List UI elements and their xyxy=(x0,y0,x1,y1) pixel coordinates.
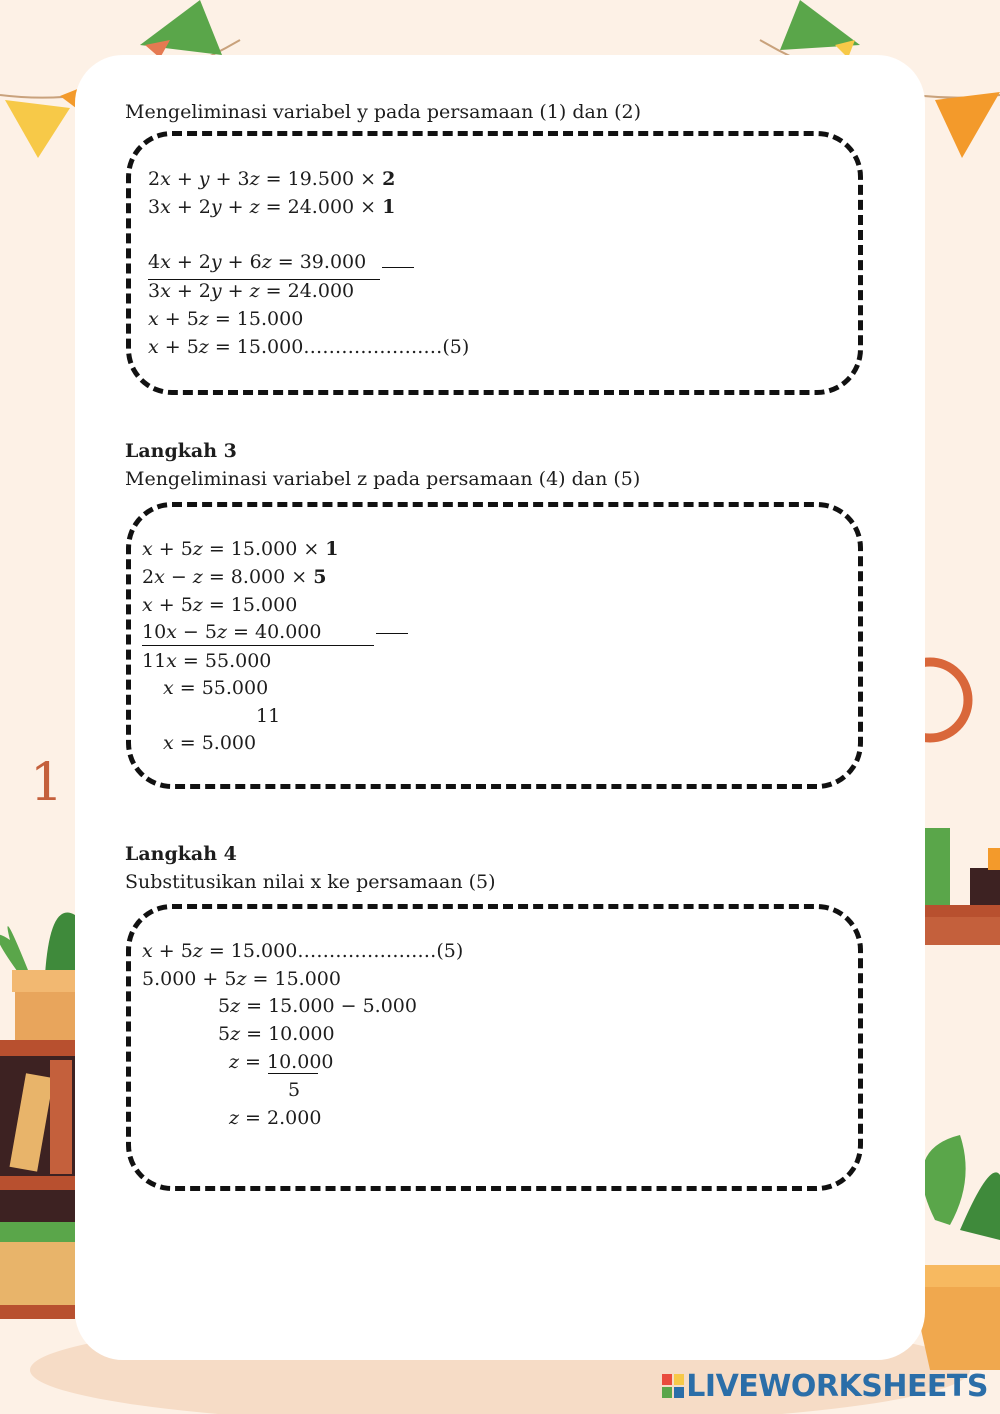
equation-line: 𝑧 = 10.000 xyxy=(229,1051,334,1073)
equation-line: 𝑥 + 5𝑧 = 15.000 xyxy=(148,308,304,330)
equation-line: 𝑥 = 5.000 xyxy=(163,732,257,754)
section3-intro: Substitusikan nilai x ke persamaan (5) xyxy=(125,871,496,893)
equation-line: 2𝑥 + 𝑦 + 3𝑧 = 19.500 × 2 xyxy=(148,168,396,190)
minus-sign xyxy=(376,633,408,634)
section3-heading: Langkah 4 xyxy=(125,843,237,865)
liveworksheets-logo-icon xyxy=(662,1374,684,1398)
minus-sign xyxy=(382,267,414,268)
subtraction-rule xyxy=(142,645,374,646)
equation-line: 𝑧 = 2.000 xyxy=(229,1107,322,1129)
section2-heading: Langkah 3 xyxy=(125,440,237,462)
equation-line: 𝑥 + 5𝑧 = 15.000 xyxy=(142,594,298,616)
equation-line: 3𝑥 + 2𝑦 + 𝑧 = 24.000 xyxy=(148,280,355,302)
fraction-denominator: 11 xyxy=(256,705,281,727)
section2-intro: Mengeliminasi variabel z pada persamaan (4) dan (5) xyxy=(125,468,641,490)
equation-line: 𝑥 + 5𝑧 = 15.000……………….…(5) xyxy=(148,336,470,358)
equation-line: 3𝑥 + 2𝑦 + 𝑧 = 24.000 × 1 xyxy=(148,196,396,218)
equation-line: 2𝑥 − 𝑧 = 8.000 × 5 xyxy=(142,566,327,588)
fraction-bar xyxy=(268,1073,318,1074)
equation-line: 10𝑥 − 5𝑧 = 40.000 xyxy=(142,621,322,643)
equation-line: 𝑥 + 5𝑧 = 15.000……………….…(5) xyxy=(142,940,464,962)
equation-line: 5𝑧 = 15.000 − 5.000 xyxy=(218,995,417,1017)
liveworksheets-watermark: LIVEWORKSHEETS xyxy=(662,1369,988,1404)
equation-line: 5.000 + 5𝑧 = 15.000 xyxy=(142,968,341,990)
equation-line: 11𝑥 = 55.000 xyxy=(142,650,272,672)
section1-intro: Mengeliminasi variabel y pada persamaan (1) dan (2) xyxy=(125,101,642,123)
equation-line: 4𝑥 + 2𝑦 + 6𝑧 = 39.000 xyxy=(148,251,367,273)
fraction-denominator: 5 xyxy=(288,1079,301,1101)
svg-text:1: 1 xyxy=(30,753,64,813)
equation-line: 5𝑧 = 10.000 xyxy=(218,1023,335,1045)
equation-line: 𝑥 = 55.000 xyxy=(163,677,269,699)
equation-line: 𝑥 + 5𝑧 = 15.000 × 1 xyxy=(142,538,339,560)
